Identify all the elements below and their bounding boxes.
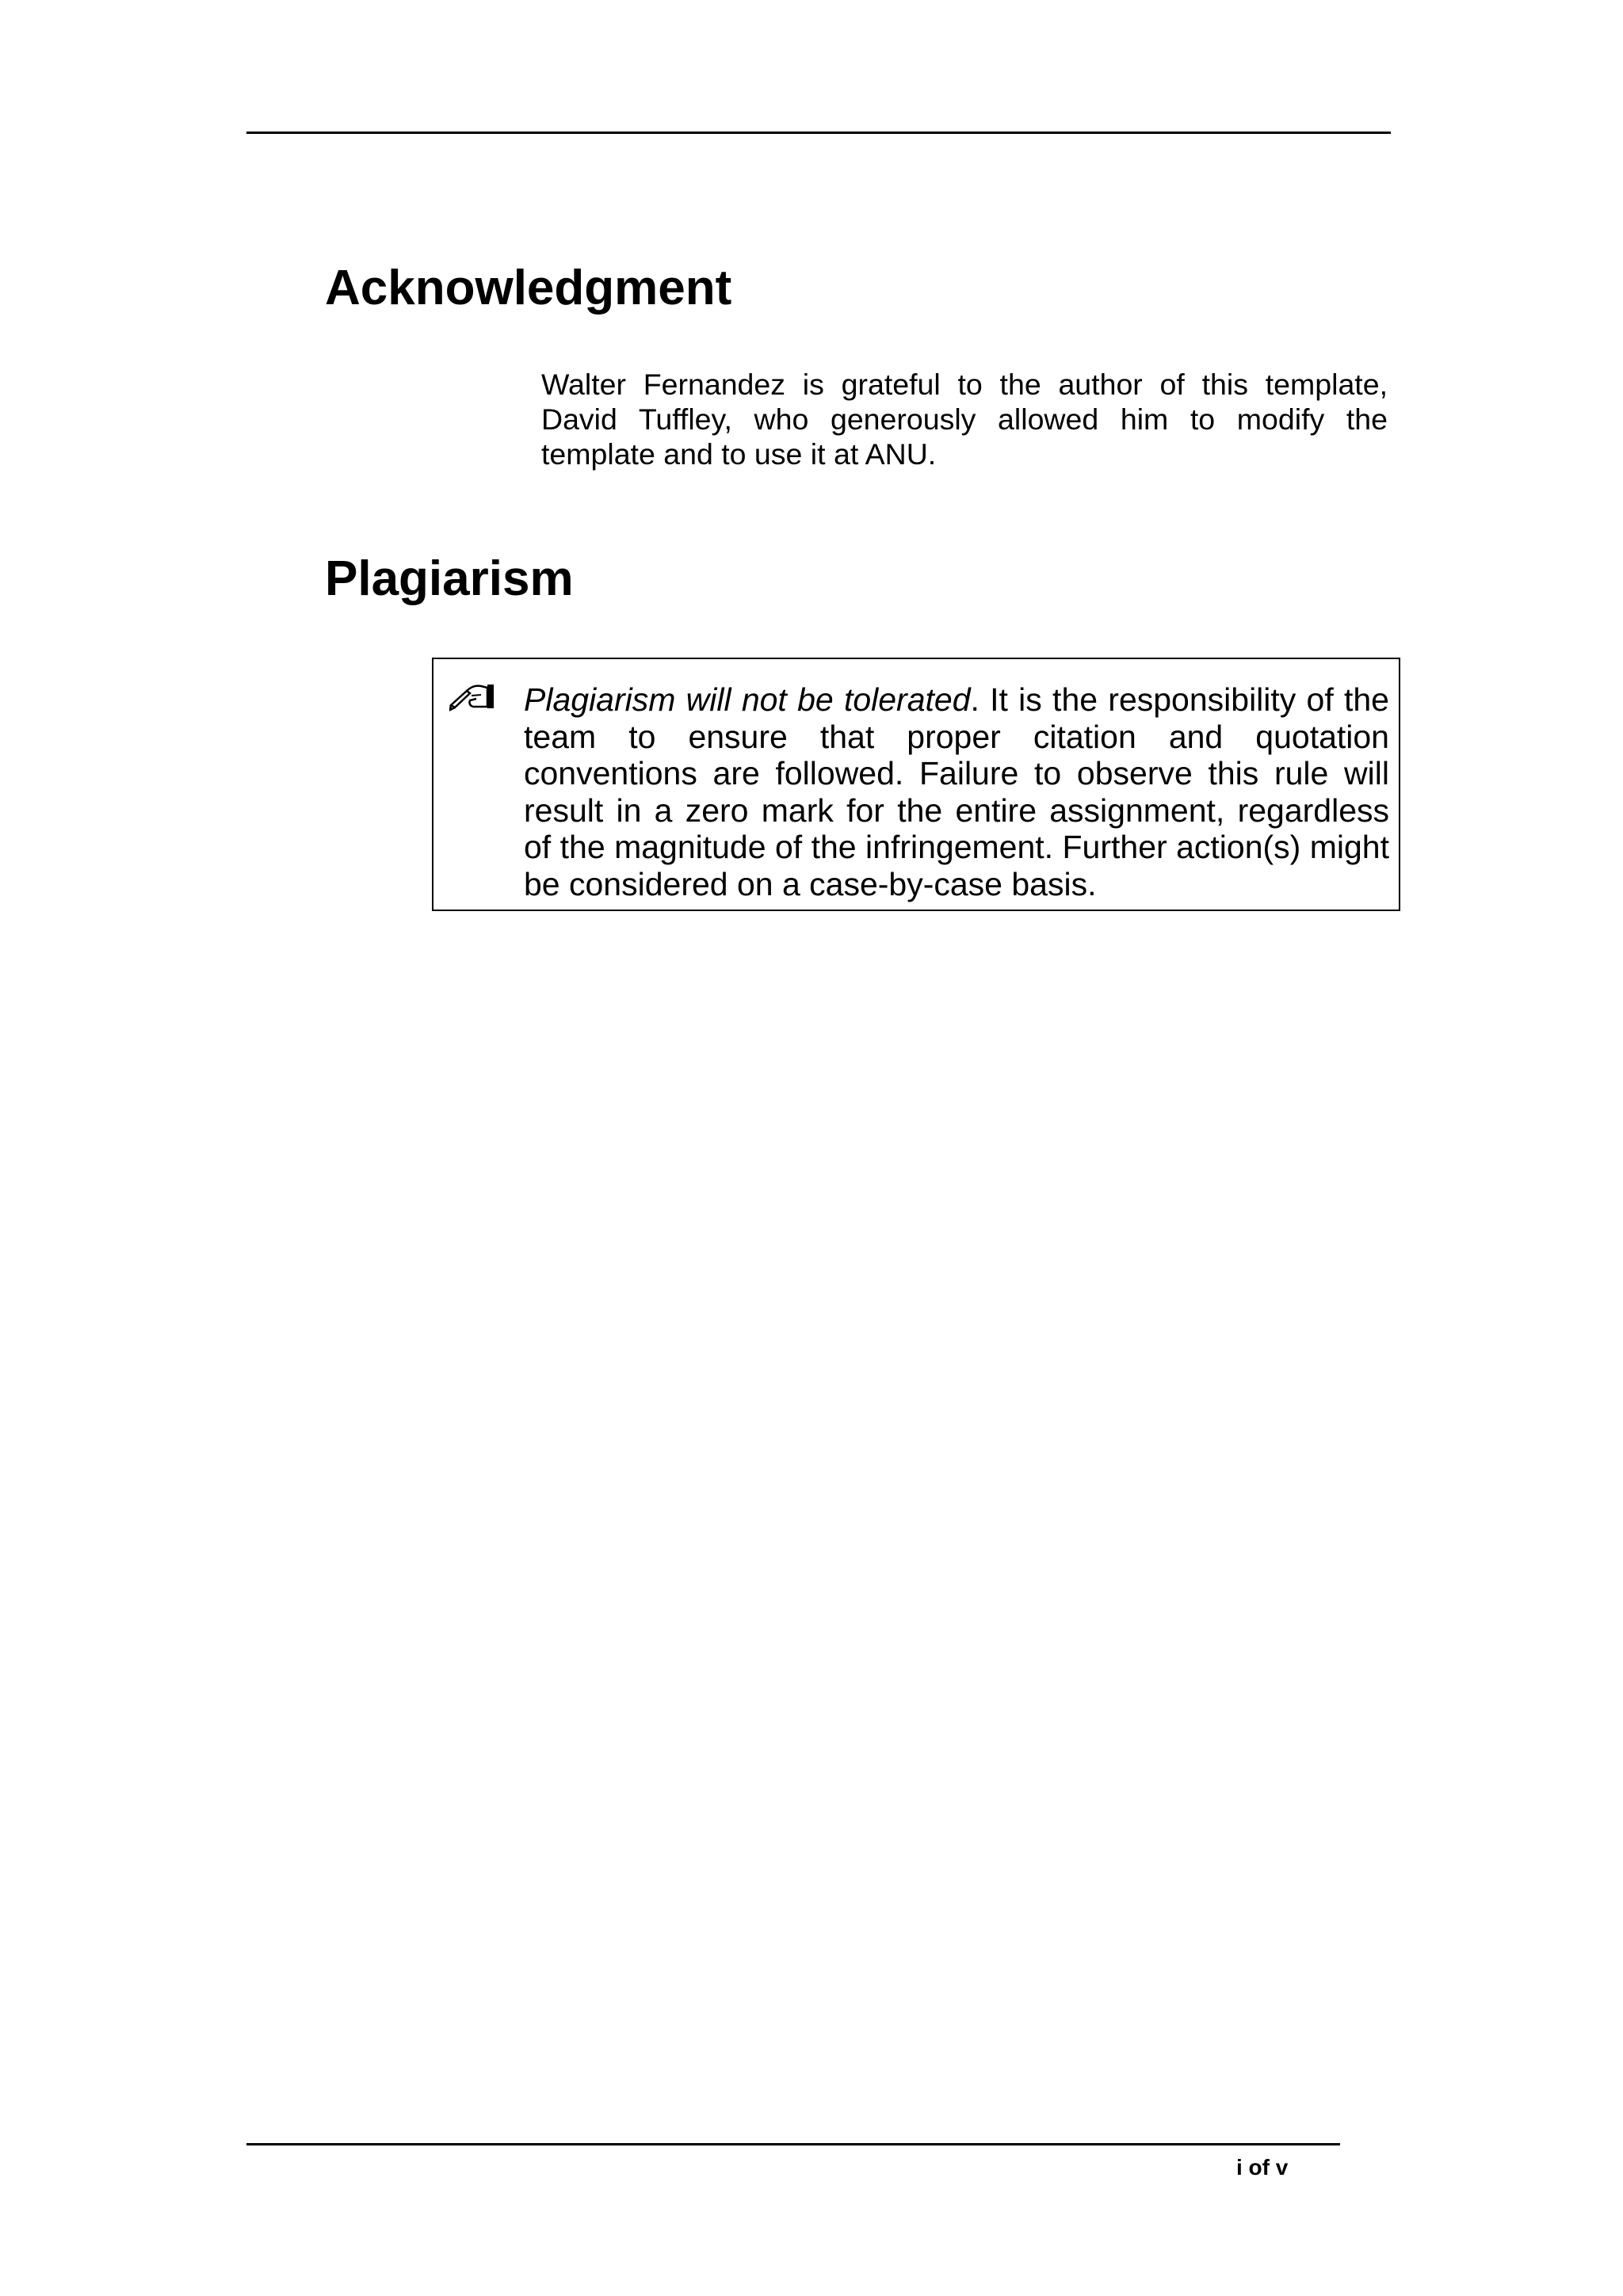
plagiarism-notice-text xyxy=(524,681,1389,902)
page-number: i of v xyxy=(1236,2155,1289,2180)
writing-hand-icon xyxy=(449,681,495,713)
header-rule xyxy=(246,132,1391,134)
plagiarism-heading: Plagiarism xyxy=(325,551,574,606)
acknowledgment-heading: Acknowledgment xyxy=(325,261,732,315)
plagiarism-notice-emphasis: Plagiarism will not be tolerated xyxy=(524,681,971,718)
acknowledgment-paragraph: Walter Fernandez is grateful to the author of this template, David Tuffley, who generously allowed him to modify the template and to use it at ANU. xyxy=(541,368,1388,471)
plagiarism-notice-body: . It is the responsibility of the team to ensure that proper citation and quotation conventions are followed. Failure to observe this rule will result in a zero mark for the entire assignment, regardless of the magnitude of the infringement. Further action(s) might be considered on a case-by-case basis. xyxy=(524,681,1389,902)
plagiarism-notice-box xyxy=(432,658,1400,911)
footer-rule xyxy=(246,2143,1340,2145)
